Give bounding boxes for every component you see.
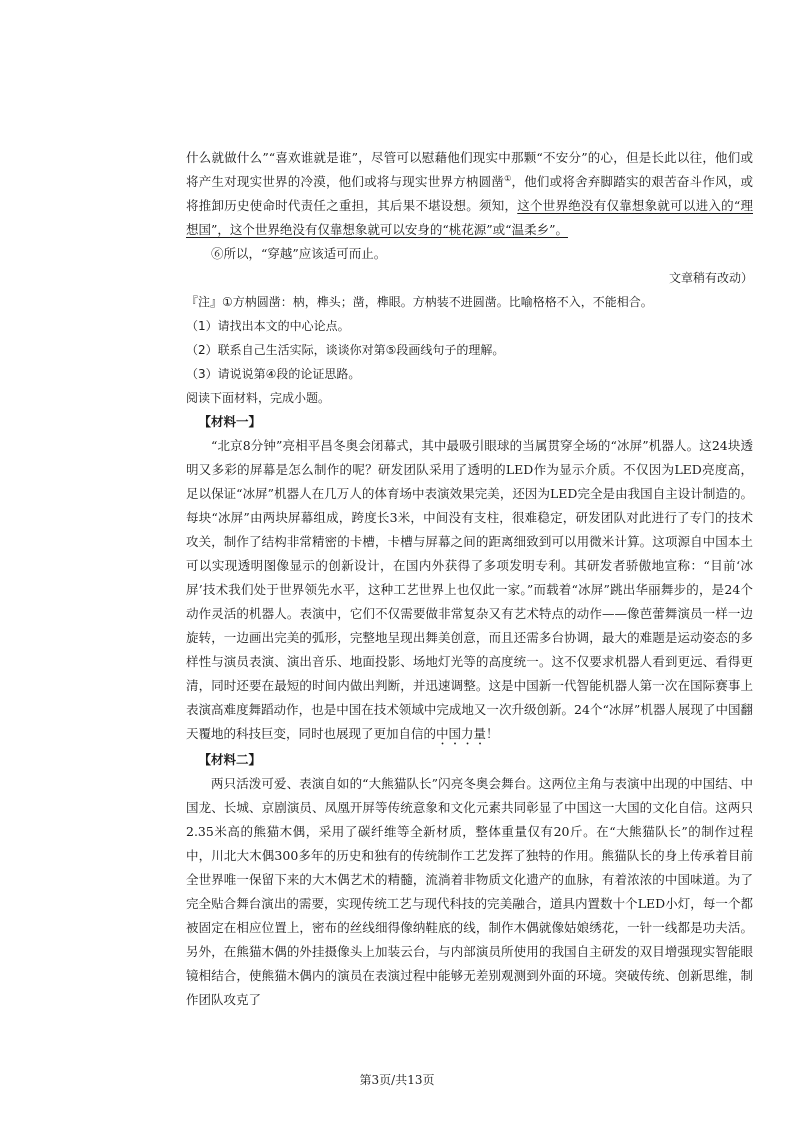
page-number: 第3页/共13页 [359,1073,435,1087]
passage-paragraph-6: ⑥所以，“穿越”应该适可而止。 [211,246,387,261]
material-2-heading: 【材料二】 [198,752,262,767]
passage-text-2: ，他们或将舍弃脚踏实的艰苦奋斗作风，或将推卸历史使命时代责任之重担，其后果不堪设想。须知， [186,174,753,213]
material-1-heading: 【材料一】 [198,414,262,429]
material-1-text: “北京8分钟”亮相平昌冬奥会闭幕式，其中最吸引眼球的当属贯穿全场的“冰屏”机器人。这24块透明又多彩的屏幕是怎么制作的呢？研发团队采用了透明的LED作为显示介质。不仅因为LED亮度高，足以保证“冰屏”机器人在几万人的体育场中表演效果完美，还因为LED完全是由我国自主设计制造的。每块“冰屏”由两块屏幕组成，跨度长3米，中间没有支柱，很难稳定，研发团队对此进行了专门的技术攻关，制作了结构非常精密的卡槽，卡槽与屏幕之间的距离细致到可以用微米计算。这项源自中国本土可以实现透明图像显示的创新设计，在国内外获得了多项发明专利。其研发者骄傲地宣称：“目前‘冰屏’技术我们处于世界领先水平，这种工艺世界上也仅此一家。”而载着“冰屏”跳出华丽舞步的，是24个动作灵活的机器人。表演中，它们不仅需要做非常复杂又有艺术特点的动作——像芭蕾舞演员一样一边旋转，一边画出完美的弧形，完整地呈现出舞美创意，而且还需多台协调，最大的难题是运动姿态的多样性与演员表演、演出音乐、地面投影、场地灯光等的高度统一。这不仅要求机器人看到更远、看得更清，同时还要在最短的时间内做出判断，并迅速调整。这是中国新一代智能机器人第一次在国际赛事上表演高难度舞蹈动作，也是中国在技术领域中完成地又一次升级创新。24个“冰屏”机器人展现了中国翻天覆地的科技巨变，同时也展现了更加自信的 [186,438,753,741]
material-1-end: ！ [486,726,499,741]
reading-instruction: 阅读下面材料，完成小题。 [186,391,331,405]
question-1: （1）请找出本文的中心论点。 [186,319,350,333]
underlined-sentence: 这个世界绝没有仅靠想象就可以进入的“理想国”，这个世界绝没有仅靠想象就可以安身的“桃花源”或“温柔乡”。 [186,198,753,237]
material-2-body: 两只活泼可爱、表演自如的“大熊猫队长”闪亮冬奥会舞台。这两位主角与表演中出现的中国结、中国龙、长城、京剧演员、凤凰开屏等传统意象和文化元素共同彰显了中国这一大国的文化自信。这两只2.35米高的熊猫木偶，采用了碳纤维等全新材质，整体重量仅有20斤。在“大熊猫队长”的制作过程中，川北大木偶300多年的历史和独有的传统制作工艺发挥了独特的作用。熊猫队长的身上传承着目前全世界唯一保留下来的大木偶艺术的精髓，流淌着非物质文化遗产的血脉，有着浓浓的中国味道。为了完全贴合舞台演出的需要，实现传统工艺与现代科技的完美融合，道具内置数十个LED小灯，每一个都被固定在相应位置上，密布的丝线细得像纳鞋底的线，制作木偶就像姑娘绣花，一针一线都是功夫活。另外，在熊猫木偶的外挂摄像头上加装云台，与内部演员所使用的我国自主研发的双目增强现实智能眼镜相结合，使熊猫木偶内的演员在表演过程中能够无差别观测到外面的环境。突破传统、创新思维，制作团队攻克了 [186,776,753,1007]
passage-paragraph-5-end [186,146,753,242]
footnote: 『注』①方枘圆凿：枘，榫头；凿，榫眼。方枘装不进圆凿。比喻格格不入，不能相合。 [186,295,653,309]
passage-text-1: 什么就做什么”“喜欢谁就是谁”，尽管可以慰藉他们现实中那颗“不安分”的心，但是长此以往，他们或将产生对现实世界的冷漠，他们或将与现实世界方枘圆凿 [186,150,753,189]
material-1-body [186,434,753,748]
footnote-marker: ① [504,173,512,183]
source-note: 文章稍有改动） [668,271,753,285]
question-2: （2）联系自己生活实际，谈谈你对第⑤段画线句子的理解。 [186,343,505,357]
page-content [186,146,753,1012]
question-3: （3）请说说第④段的论证思路。 [186,367,361,381]
emphasized-phrase: 中国力量 [436,726,487,741]
